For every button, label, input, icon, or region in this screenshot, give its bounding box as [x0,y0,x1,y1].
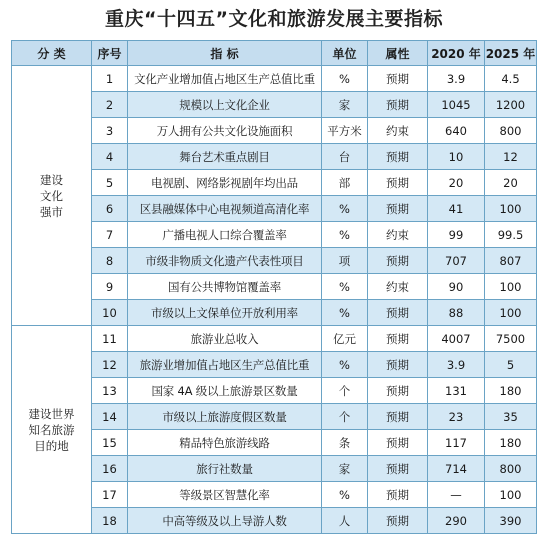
page-title: 重庆“十四五”文化和旅游发展主要指标 [105,8,443,30]
unit-cell: % [322,66,368,92]
value-2020-cell: 714 [428,456,485,482]
attr-cell: 约束 [368,222,428,248]
value-2020-cell: 10 [428,144,485,170]
row-no-cell: 4 [92,144,128,170]
table-row [12,326,537,352]
unit-cell: 个 [322,404,368,430]
value-2025-cell: 5 [485,352,537,378]
category-line: 建设世界 [28,406,75,421]
value-2025-cell: 35 [485,404,537,430]
attr-cell: 预期 [368,508,428,534]
unit-cell: % [322,196,368,222]
category-line: 知名旅游 [28,422,75,437]
category-line: 目的地 [34,438,69,453]
value-2025-cell: 100 [485,300,537,326]
category-cell [12,326,92,534]
indicator-cell: 舞台艺术重点剧目 [128,144,322,170]
row-no-cell: 1 [92,66,128,92]
indicator-cell: 中高等级及以上导游人数 [128,508,322,534]
row-no-cell: 18 [92,508,128,534]
row-no-cell: 15 [92,430,128,456]
header-2020: 2020 年 [428,41,485,66]
value-2025-cell: 12 [485,144,537,170]
value-2020-cell: 99 [428,222,485,248]
indicator-cell: 市级以上文保单位开放利用率 [128,300,322,326]
value-2025-cell: 20 [485,170,537,196]
header-indicator: 指 标 [128,41,322,66]
attr-cell: 预期 [368,144,428,170]
unit-cell: 台 [322,144,368,170]
row-no-cell: 10 [92,300,128,326]
header-attr: 属性 [368,41,428,66]
attr-cell: 预期 [368,66,428,92]
value-2020-cell: 4007 [428,326,485,352]
value-2020-cell: 3.9 [428,352,485,378]
unit-cell: 人 [322,508,368,534]
value-2025-cell: 180 [485,378,537,404]
header-row [12,41,537,66]
unit-cell: 条 [322,430,368,456]
table-row [12,66,537,92]
header-category: 分 类 [12,41,92,66]
row-no-cell: 11 [92,326,128,352]
indicator-cell: 国家 4A 级以上旅游景区数量 [128,378,322,404]
indicator-cell: 旅行社数量 [128,456,322,482]
indicator-table [11,40,537,534]
row-no-cell: 2 [92,92,128,118]
attr-cell: 预期 [368,456,428,482]
attr-cell: 预期 [368,248,428,274]
value-2025-cell: 807 [485,248,537,274]
attr-cell: 预期 [368,430,428,456]
value-2020-cell: 640 [428,118,485,144]
attr-cell: 约束 [368,118,428,144]
indicator-cell: 区县融媒体中心电视频道高清化率 [128,196,322,222]
attr-cell: 预期 [368,352,428,378]
indicator-cell: 旅游业增加值占地区生产总值比重 [128,352,322,378]
attr-cell: 预期 [368,92,428,118]
unit-cell: 部 [322,170,368,196]
row-no-cell: 8 [92,248,128,274]
value-2020-cell: 131 [428,378,485,404]
value-2025-cell: 4.5 [485,66,537,92]
value-2025-cell: 100 [485,482,537,508]
indicator-cell: 万人拥有公共文化设施面积 [128,118,322,144]
row-no-cell: 13 [92,378,128,404]
unit-cell: % [322,222,368,248]
value-2020-cell: 3.9 [428,66,485,92]
indicator-cell: 旅游业总收入 [128,326,322,352]
attr-cell: 预期 [368,404,428,430]
attr-cell: 预期 [368,196,428,222]
attr-cell: 预期 [368,482,428,508]
indicator-cell: 文化产业增加值占地区生产总值比重 [128,66,322,92]
value-2025-cell: 800 [485,456,537,482]
value-2025-cell: 390 [485,508,537,534]
value-2025-cell: 1200 [485,92,537,118]
value-2020-cell: 707 [428,248,485,274]
value-2025-cell: 99.5 [485,222,537,248]
value-2020-cell: — [428,482,485,508]
indicator-cell: 广播电视人口综合覆盖率 [128,222,322,248]
indicator-cell: 电视剧、网络影视剧年均出品 [128,170,322,196]
header-2025: 2025 年 [485,41,537,66]
value-2020-cell: 41 [428,196,485,222]
value-2020-cell: 290 [428,508,485,534]
category-line: 文化 [40,188,63,203]
unit-cell: % [322,300,368,326]
attr-cell: 预期 [368,378,428,404]
unit-cell: % [322,274,368,300]
unit-cell: 平方米 [322,118,368,144]
value-2025-cell: 7500 [485,326,537,352]
value-2025-cell: 180 [485,430,537,456]
indicator-cell: 市级非物质文化遗产代表性项目 [128,248,322,274]
table-body [12,66,537,534]
row-no-cell: 7 [92,222,128,248]
category-cell [12,66,92,326]
unit-cell: 亿元 [322,326,368,352]
category-line: 强市 [40,204,63,219]
category-line: 建设 [40,172,63,187]
indicator-cell: 等级景区智慧化率 [128,482,322,508]
value-2020-cell: 1045 [428,92,485,118]
row-no-cell: 5 [92,170,128,196]
row-no-cell: 14 [92,404,128,430]
indicator-cell: 市级以上旅游度假区数量 [128,404,322,430]
value-2020-cell: 117 [428,430,485,456]
row-no-cell: 17 [92,482,128,508]
value-2020-cell: 90 [428,274,485,300]
value-2020-cell: 20 [428,170,485,196]
attr-cell: 预期 [368,326,428,352]
row-no-cell: 6 [92,196,128,222]
indicator-cell: 规模以上文化企业 [128,92,322,118]
unit-cell: % [322,482,368,508]
indicator-cell: 国有公共博物馆覆盖率 [128,274,322,300]
row-no-cell: 16 [92,456,128,482]
unit-cell: 家 [322,456,368,482]
indicator-cell: 精品特色旅游线路 [128,430,322,456]
attr-cell: 预期 [368,300,428,326]
row-no-cell: 9 [92,274,128,300]
attr-cell: 约束 [368,274,428,300]
attr-cell: 预期 [368,170,428,196]
unit-cell: 个 [322,378,368,404]
header-no: 序号 [92,41,128,66]
row-no-cell: 12 [92,352,128,378]
value-2025-cell: 100 [485,274,537,300]
unit-cell: % [322,352,368,378]
unit-cell: 项 [322,248,368,274]
value-2025-cell: 100 [485,196,537,222]
unit-cell: 家 [322,92,368,118]
value-2025-cell: 800 [485,118,537,144]
row-no-cell: 3 [92,118,128,144]
value-2020-cell: 23 [428,404,485,430]
value-2020-cell: 88 [428,300,485,326]
header-unit: 单位 [322,41,368,66]
